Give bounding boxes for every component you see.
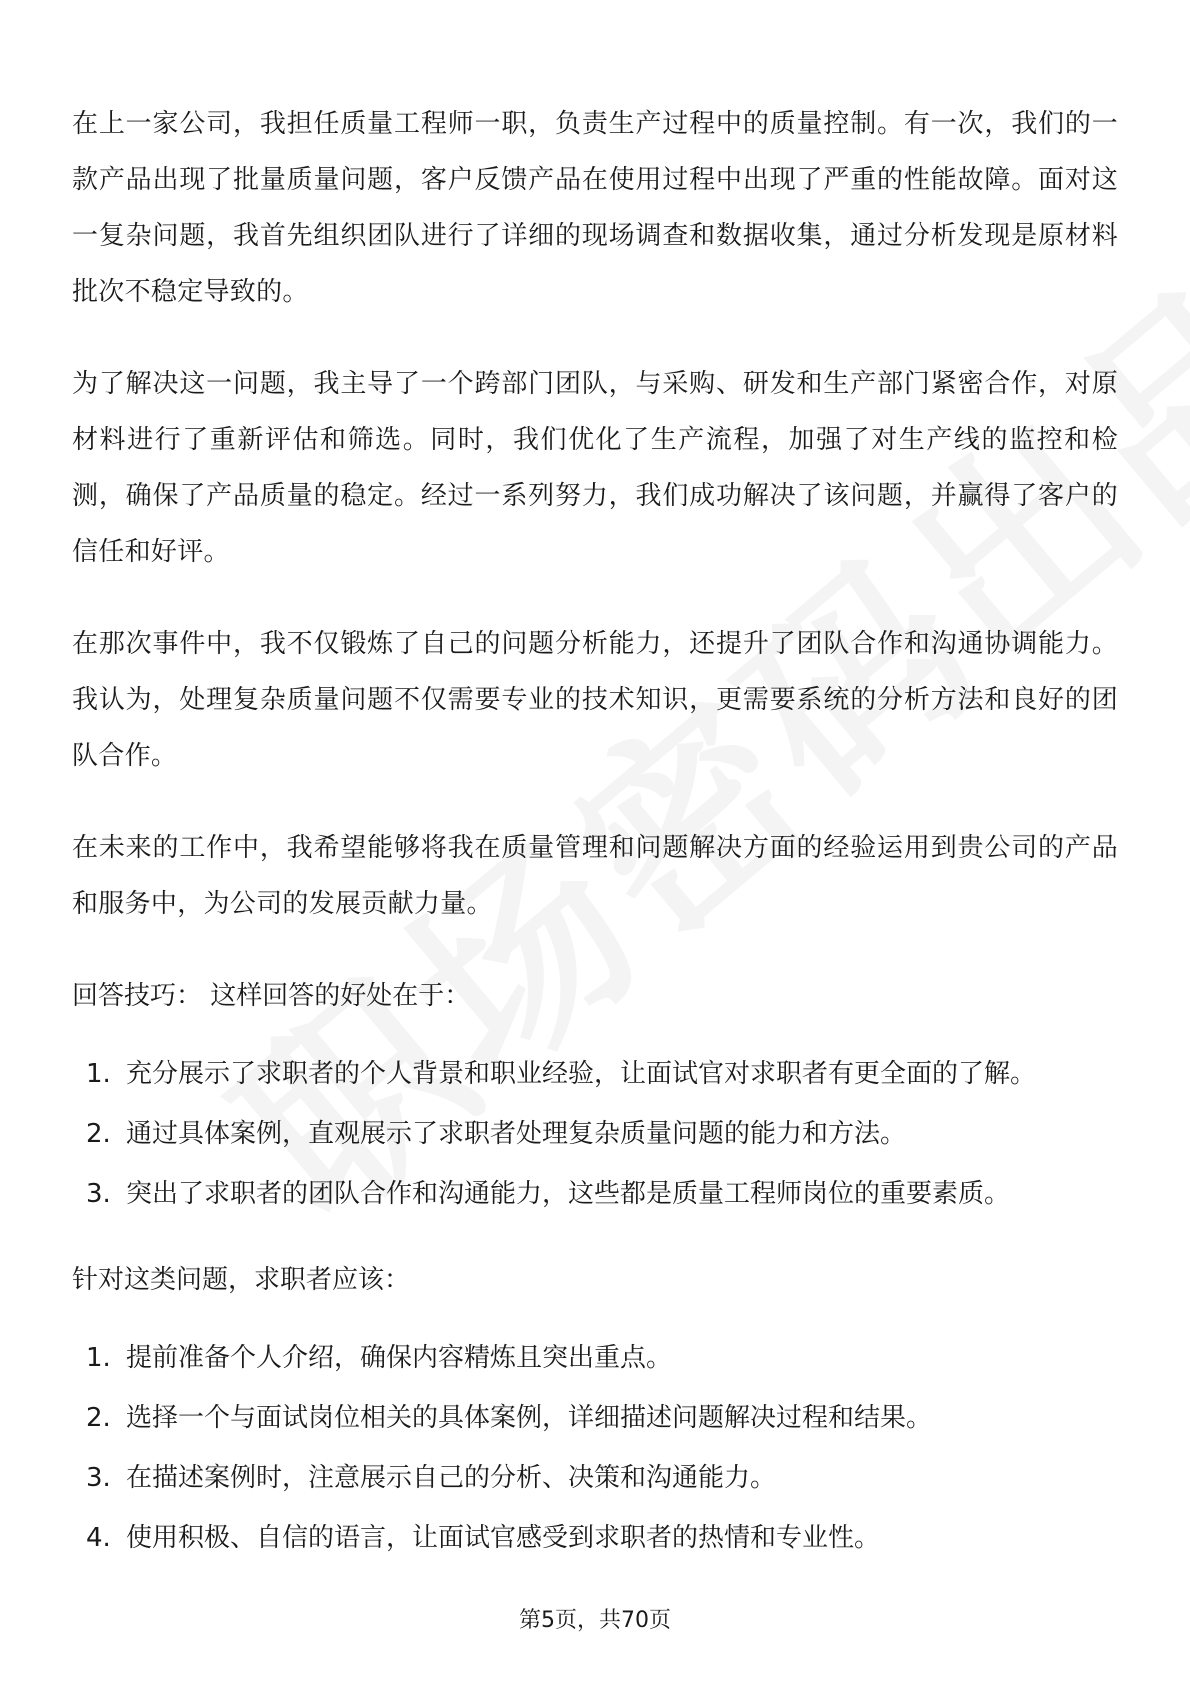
list-number: 1. — [86, 1059, 111, 1089]
list-number: 1. — [86, 1343, 111, 1373]
list-item — [72, 1046, 1118, 1102]
tips-list — [72, 1046, 1118, 1222]
list-item — [72, 1166, 1118, 1222]
tips-label: 回答技巧： 这样回答的好处在于： — [72, 981, 471, 1011]
list-text: 选择一个与面试岗位相关的具体案例，详细描述问题解决过程和结果。 — [126, 1403, 933, 1433]
paragraph-3: 在那次事件中，我不仅锻炼了自己的问题分析能力，还提升了团队合作和沟通协调能力。我认为，处理复杂质量问题不仅需要专业的技术知识，更需要系统的分析方法和良好的团队合作。 — [72, 629, 1118, 771]
list-item — [72, 1510, 1118, 1566]
list-text: 通过具体案例，直观展示了求职者处理复杂质量问题的能力和方法。 — [126, 1119, 907, 1149]
paragraph-4: 在未来的工作中，我希望能够将我在质量管理和问题解决方面的经验运用到贵公司的产品和服务中，为公司的发展贡献力量。 — [72, 833, 1118, 919]
list-number: 3. — [86, 1179, 111, 1209]
list-text: 提前准备个人介绍，确保内容精炼且突出重点。 — [126, 1343, 673, 1373]
paragraph-1: 在上一家公司，我担任质量工程师一职，负责生产过程中的质量控制。有一次，我们的一款产品出现了批量质量问题，客户反馈产品在使用过程中出现了严重的性能故障。面对这一复杂问题，我首先组织团队进行了详细的现场调查和数据收集，通过分析发现是原材料批次不稳定导致的。 — [72, 109, 1118, 307]
list-text: 使用积极、自信的语言，让面试官感受到求职者的热情和专业性。 — [126, 1523, 881, 1553]
list-item — [72, 1330, 1118, 1386]
list-item — [72, 1390, 1118, 1446]
list-item — [72, 1450, 1118, 1506]
page-number-footer: 第5页，共70页 — [519, 1608, 671, 1633]
list-text: 突出了求职者的团队合作和沟通能力，这些都是质量工程师岗位的重要素质。 — [126, 1179, 1011, 1209]
advice-label: 针对这类问题，求职者应该： — [72, 1265, 411, 1295]
list-number: 3. — [86, 1463, 111, 1493]
list-text: 在描述案例时，注意展示自己的分析、决策和沟通能力。 — [126, 1463, 777, 1493]
list-number: 2. — [86, 1403, 111, 1433]
advice-list — [72, 1330, 1118, 1566]
list-text: 充分展示了求职者的个人背景和职业经验，让面试官对求职者有更全面的了解。 — [126, 1059, 1037, 1089]
list-number: 2. — [86, 1119, 111, 1149]
list-number: 4. — [86, 1523, 111, 1553]
document-body — [72, 96, 1118, 1596]
paragraph-2: 为了解决这一问题，我主导了一个跨部门团队，与采购、研发和生产部门紧密合作，对原材料进行了重新评估和筛选。同时，我们优化了生产流程，加强了对生产线的监控和检测，确保了产品质量的稳定。经过一系列努力，我们成功解决了该问题，并赢得了客户的信任和好评。 — [72, 369, 1118, 567]
list-item — [72, 1106, 1118, 1162]
